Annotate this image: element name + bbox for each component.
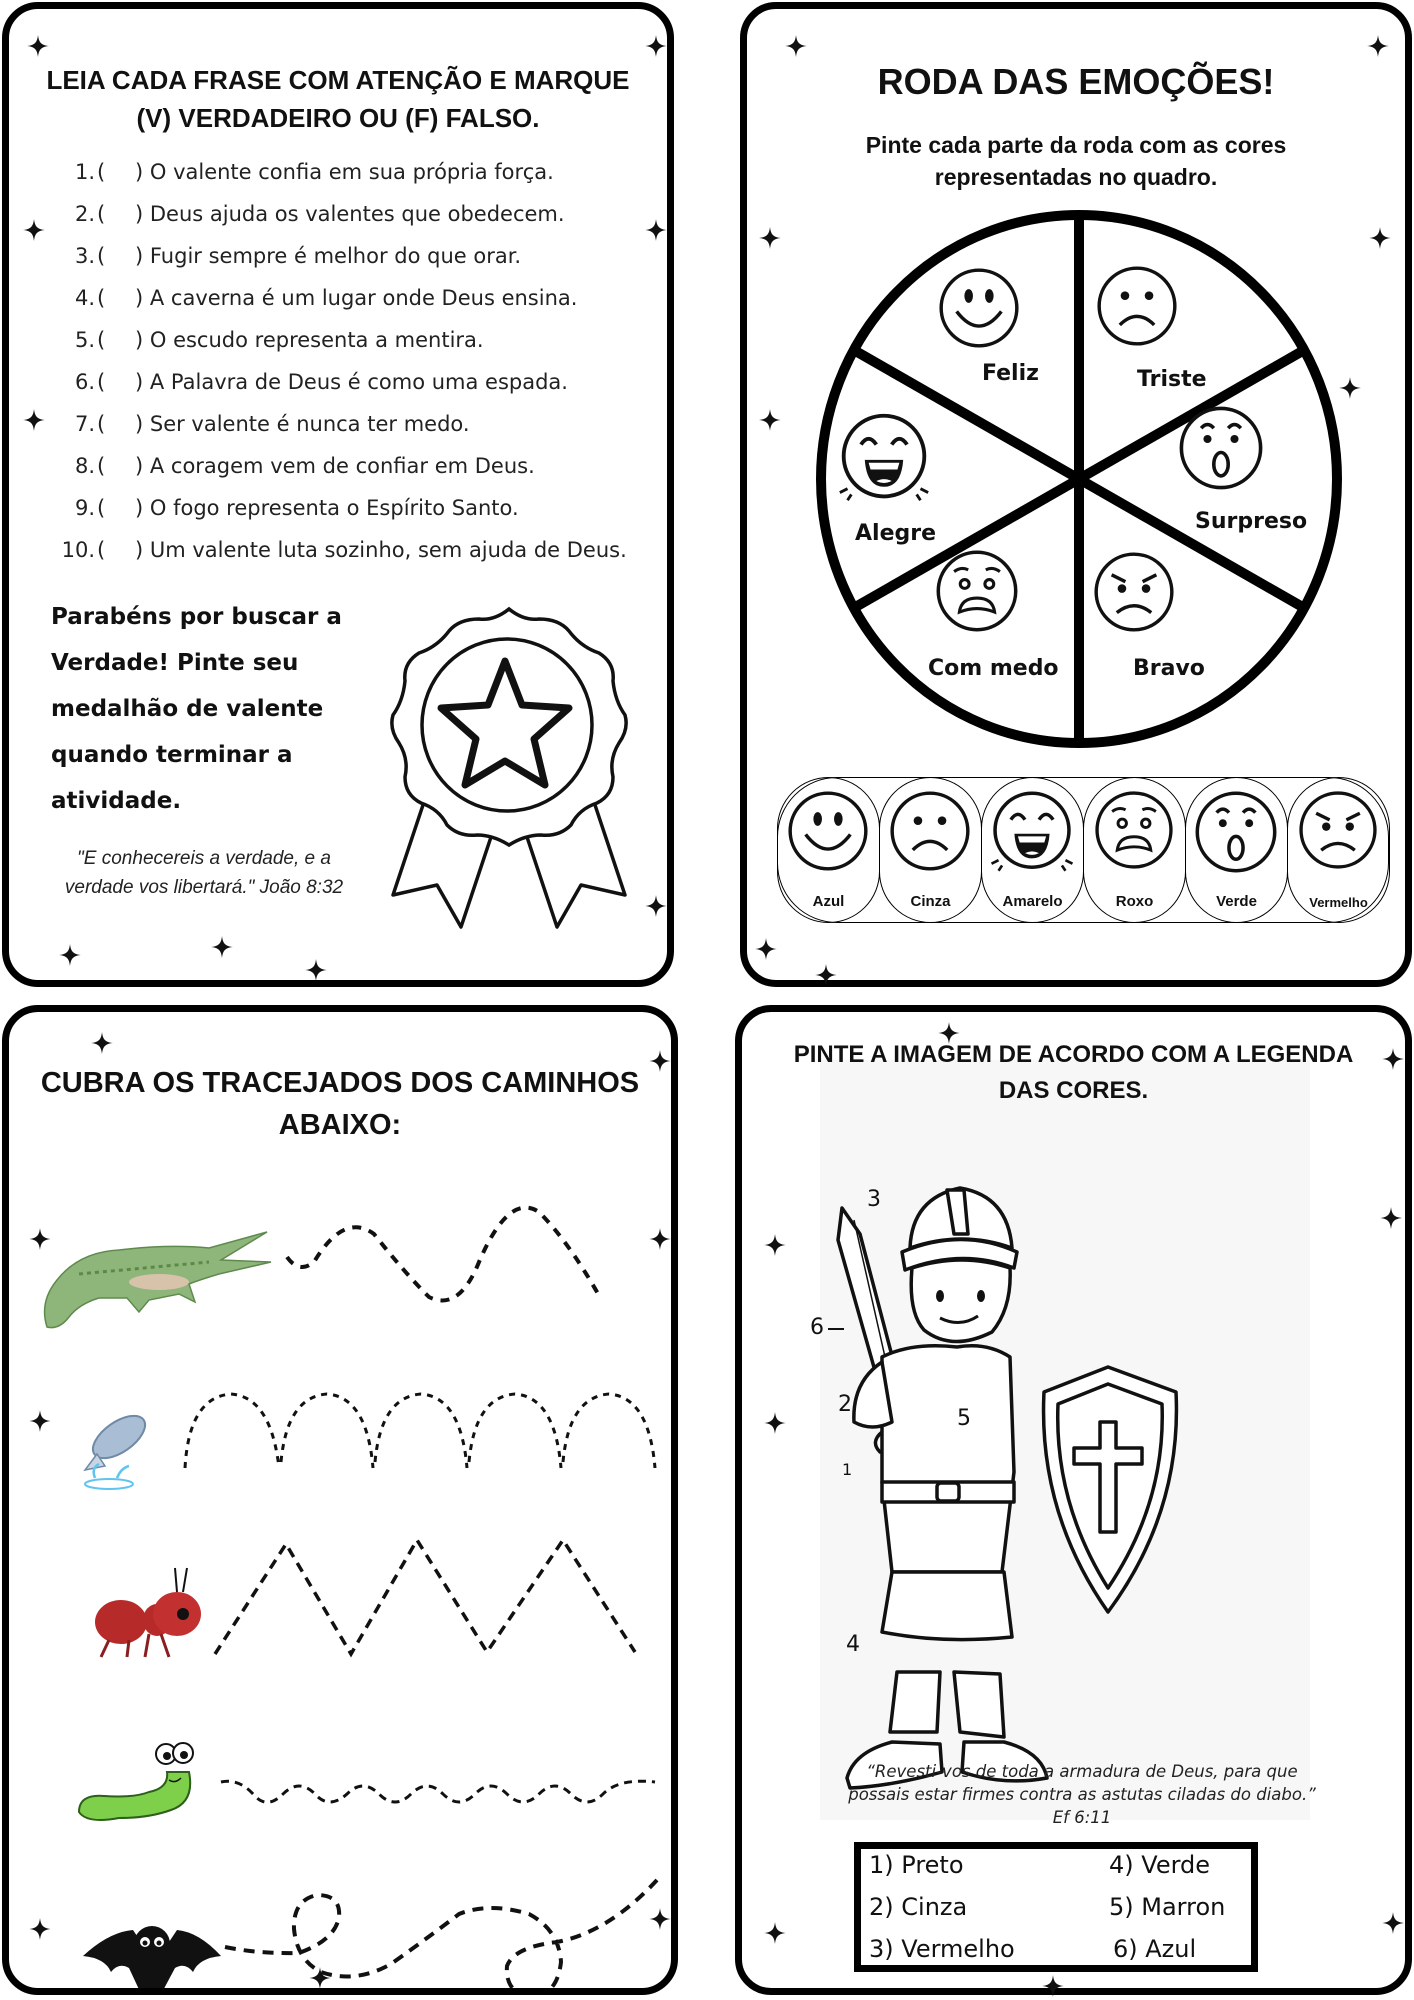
region-number-sandals: 4	[846, 1632, 860, 1657]
color-label: Vermelho	[1309, 895, 1368, 910]
title-line: PINTE A IMAGEM DE ACORDO COM A LEGENDA	[793, 1041, 1354, 1068]
sparkle-icon	[815, 964, 837, 986]
sparkle-icon	[59, 944, 81, 966]
list-item	[49, 529, 669, 571]
wheel-label: Com medo	[928, 656, 1059, 681]
title-line: (V) VERDADEIRO OU (F) FALSO.	[136, 103, 540, 133]
fish-icon	[85, 1408, 152, 1489]
legend-item: 4) Verde	[1109, 1851, 1211, 1879]
color-key-item[interactable]	[981, 777, 1084, 923]
color-label: Roxo	[1115, 893, 1154, 910]
list-item	[49, 361, 669, 403]
answer-blank[interactable]: (	[97, 412, 106, 436]
list-item	[49, 277, 669, 319]
bible-verse	[39, 844, 369, 902]
item-number: 2.	[74, 202, 95, 226]
helmet[interactable]	[902, 1188, 1017, 1270]
sparkle-icon	[759, 409, 781, 431]
wheel-label: Triste	[1137, 367, 1207, 392]
emotion-wheel-panel	[740, 2, 1412, 987]
congrats-line: medalhão de valente	[51, 696, 324, 722]
title-line: CUBRA OS TRACEJADOS DOS CAMINHOS	[40, 1067, 640, 1099]
sparkle-icon	[645, 895, 667, 917]
verse-line: "E conhecereis a verdade, e a	[77, 848, 331, 869]
congrats-line: quando terminar a	[51, 742, 293, 768]
region-number-armor: 2	[838, 1392, 852, 1417]
sparkle-icon	[27, 35, 49, 57]
list-item	[49, 403, 669, 445]
answer-blank[interactable]: (	[97, 244, 106, 268]
answer-blank[interactable]: (	[97, 286, 106, 310]
sparkle-icon	[785, 35, 807, 57]
leg	[890, 1672, 940, 1732]
item-text: ) Fugir sempre é melhor do que orar.	[135, 244, 522, 268]
medal-star-icon[interactable]	[379, 597, 639, 937]
answer-blank[interactable]: (	[97, 496, 106, 520]
color-key-item[interactable]	[777, 777, 880, 923]
congrats-line: atividade.	[51, 788, 182, 814]
panel-subtitle	[747, 129, 1405, 193]
title-line: ABAIXO:	[278, 1109, 402, 1141]
crocodile-icon	[45, 1232, 271, 1328]
true-false-list	[49, 151, 669, 571]
pointer-line	[828, 1328, 844, 1330]
ant-icon	[95, 1568, 201, 1657]
sparkle-icon	[1042, 1975, 1064, 1997]
title-line: DAS CORES.	[998, 1077, 1149, 1104]
region-number-shield: 5	[957, 1406, 971, 1431]
angry-face-icon	[1296, 788, 1380, 872]
sparkle-icon	[305, 959, 327, 981]
color-key-item[interactable]	[1287, 777, 1390, 923]
color-key-item[interactable]	[1185, 777, 1288, 923]
item-number: 9.	[74, 496, 95, 520]
soldier-drawing	[742, 1012, 1412, 1832]
answer-blank[interactable]: (	[97, 328, 106, 352]
emotion-wheel	[807, 207, 1351, 751]
color-key	[777, 777, 1389, 923]
wheel-label: Bravo	[1133, 656, 1205, 681]
legend-item: 1) Preto	[869, 1851, 964, 1879]
bat-icon	[83, 1926, 221, 1988]
item-number: 5.	[74, 328, 95, 352]
item-number: 7.	[74, 412, 95, 436]
color-label: Verde	[1216, 893, 1257, 910]
item-text: ) A Palavra de Deus é como uma espada.	[135, 370, 568, 394]
item-text: ) Deus ajuda os valentes que obedecem.	[135, 202, 565, 226]
item-number: 1.	[74, 160, 95, 184]
wheel-label: Alegre	[855, 521, 937, 546]
sparkle-icon	[1382, 1912, 1404, 1934]
panel-title: RODA DAS EMOÇÕES!	[877, 61, 1275, 102]
subtitle-line: representadas no quadro.	[934, 164, 1218, 190]
congrats-line: Parabéns por buscar a	[51, 604, 342, 630]
sparkle-icon	[764, 1922, 786, 1944]
item-number: 10.	[61, 538, 95, 562]
worm-icon	[79, 1743, 193, 1820]
sparkle-icon	[23, 219, 45, 241]
legend-item: 3) Vermelho	[869, 1935, 1015, 1963]
region-number-sword: 6	[810, 1315, 824, 1340]
answer-blank[interactable]: (	[97, 202, 106, 226]
armor[interactable]	[882, 1346, 1014, 1640]
list-item	[49, 235, 669, 277]
verse-line: possais estar firmes contra as astutas ciladas do diabo.”	[848, 1785, 1316, 1804]
color-key-item[interactable]	[1083, 777, 1186, 923]
happy-face-icon	[785, 788, 871, 874]
wheel-label: Feliz	[982, 361, 1039, 386]
item-number: 6.	[74, 370, 95, 394]
verse-line: verdade vos libertará." João 8:32	[64, 877, 344, 898]
item-text: ) Um valente luta sozinho, sem ajuda de Deus.	[135, 538, 627, 562]
trace-path-small-wave[interactable]	[221, 1781, 655, 1802]
color-legend	[854, 1842, 1258, 1972]
legend-item: 5) Marron	[1109, 1893, 1226, 1921]
sparkle-icon	[645, 35, 667, 57]
item-text: ) O fogo representa o Espírito Santo.	[135, 496, 519, 520]
verse-line: “Revesti-vos de toda a armadura de Deus, para que	[866, 1762, 1298, 1781]
sparkle-icon	[1369, 227, 1391, 249]
sparkle-icon	[759, 227, 781, 249]
true-false-panel	[2, 2, 674, 987]
bible-verse	[802, 1760, 1362, 1829]
region-number-belt: 1	[842, 1460, 853, 1479]
joyful-face-icon	[988, 788, 1076, 876]
answer-blank[interactable]: (	[97, 160, 106, 184]
list-item	[49, 487, 669, 529]
answer-blank[interactable]: (	[97, 538, 106, 562]
legend-item: 6) Azul	[1113, 1935, 1197, 1963]
coloring-panel	[735, 1005, 1412, 1995]
tracing-panel	[2, 1005, 678, 1995]
verse-reference: Ef 6:11	[1052, 1808, 1112, 1827]
face	[911, 1260, 1010, 1342]
answer-blank[interactable]: (	[97, 454, 106, 478]
item-number: 3.	[74, 244, 95, 268]
list-item	[49, 151, 669, 193]
trace-path-loops[interactable]	[225, 1880, 657, 1988]
scared-face-icon	[1092, 788, 1176, 872]
sad-face-icon	[887, 788, 973, 874]
item-number: 8.	[74, 454, 95, 478]
item-text: ) O valente confia em sua própria força.	[135, 160, 554, 184]
subtitle-line: Pinte cada parte da roda com as cores	[865, 132, 1287, 158]
sparkle-icon	[23, 409, 45, 431]
wheel-label: Surpreso	[1195, 509, 1308, 534]
list-item	[49, 193, 669, 235]
item-text: ) Ser valente é nunca ter medo.	[135, 412, 470, 436]
list-item	[49, 319, 669, 361]
sparkle-icon	[211, 936, 233, 958]
shield[interactable]	[1044, 1367, 1177, 1612]
trace-path-arches[interactable]	[185, 1394, 655, 1468]
surprised-face-icon	[1192, 788, 1280, 876]
sparkle-icon	[755, 938, 777, 960]
list-item	[49, 445, 669, 487]
tracing-area	[9, 1012, 671, 1988]
panel-title	[9, 61, 667, 137]
trace-path-zigzag[interactable]	[215, 1540, 635, 1654]
color-key-item[interactable]	[879, 777, 982, 923]
color-label: Amarelo	[1002, 893, 1063, 910]
answer-blank[interactable]: (	[97, 370, 106, 394]
item-text: ) A caverna é um lugar onde Deus ensina.	[135, 286, 578, 310]
sparkle-icon	[1367, 35, 1389, 57]
item-text: ) O escudo representa a mentira.	[135, 328, 484, 352]
leg	[954, 1672, 1004, 1737]
item-number: 4.	[74, 286, 95, 310]
legend-item: 2) Cinza	[869, 1893, 968, 1921]
color-label: Cinza	[910, 893, 951, 910]
congrats-message	[51, 594, 371, 824]
color-label: Azul	[812, 893, 845, 910]
congrats-line: Verdade! Pinte seu	[51, 650, 299, 676]
title-line: LEIA CADA FRASE COM ATENÇÃO E MARQUE	[46, 65, 630, 95]
region-number-helmet: 3	[867, 1187, 881, 1212]
trace-path-wave[interactable]	[287, 1208, 601, 1301]
item-text: ) A coragem vem de confiar em Deus.	[135, 454, 535, 478]
